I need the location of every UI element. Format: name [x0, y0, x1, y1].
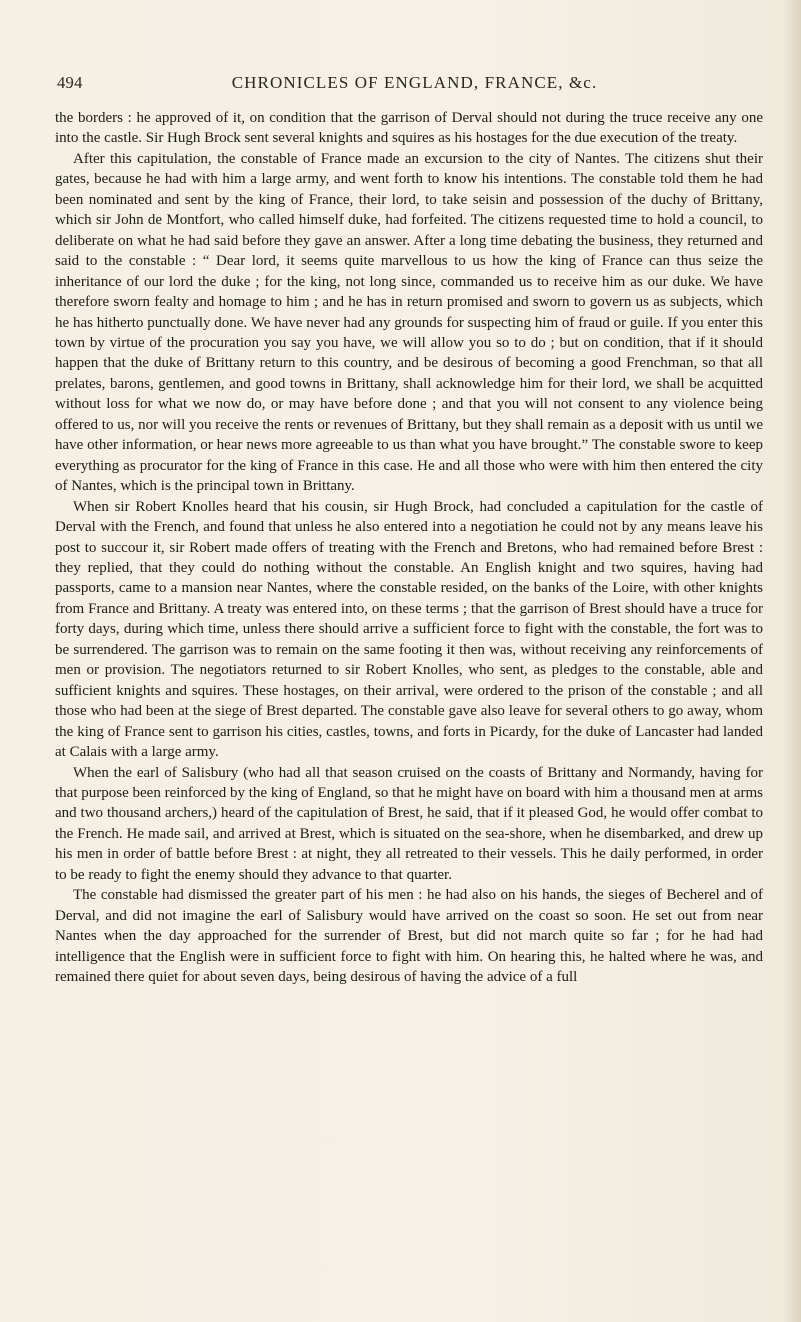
page-header — [0, 73, 801, 97]
paragraph-nantes: After this capitulation, the constable of France made an excursion to the city of Nantes. The citizens shut their gates, because he had with him a large army, and went forth to know his intentions. The constable told them he had been nominated and sent by the king of France, their lord, to take seisin and possession of the duchy of Brittany, which sir John de Montfort, who called himself duke, had forfeited. The citizens requested time to hold a council, to deliberate on what he had said before they gave an answer. After a long time debating the business, they returned and said to the constable : “ Dear lord, it seems quite marvellous to us how the king of France can thus seize the inheritance of our lord the duke ; for the king, not long since, commanded us to receive him as our duke. We have therefore sworn fealty and homage to him ; and he has in return promised and sworn to govern us as subjects, which he has hitherto punctually done. We have never had any grounds for suspecting him of fraud or guile. If you enter this town by virtue of the procuration you say you have, we will allow you so to do ; but on condition, that if it should happen that the duke of Brittany return to this country, and be desirous of becoming a good Frenchman, so that all prelates, barons, gentlemen, and good towns in Brittany, shall acknowledge him for their lord, we shall be acquitted without loss for what we now do, or may have before done ; and that you will not consent to any violence being offered to us, nor will you receive the rents or revenues of Brittany, but they shall remain as a deposit with us until we have other information, or hear news more agreeable to us than what you have brought.” The constable swore to keep everything as procurator for the king of France in this case. He and all those who were with him then entered the city of Nantes, which is the principal town in Brittany. — [55, 150, 763, 495]
paragraph-constable: The constable had dismissed the greater part of his men : he had also on his hands, the sieges of Becherel and of Derval, and did not imagine the earl of Salisbury would have arrived on the coast so soon. He set out from near Nantes when the day approached for the surrender of Brest, but did not march quite so far ; for he had had intelligence that the English were in sufficient force to fight with him. On hearing this, he halted where he was, and remained there quiet for about seven days, being desirous of having the advice of a full — [55, 887, 763, 986]
page-edge-shadow — [783, 0, 801, 1322]
page-number: 494 — [57, 73, 83, 92]
body-text — [55, 108, 763, 987]
paragraph-continued: the borders : he approved of it, on condition that the garrison of Derval should not during the truce receive any one into the castle. Sir Hugh Brock sent several knights and squires as his hostages for the due execution of the treaty. — [55, 110, 763, 147]
paragraph-salisbury: When the earl of Salisbury (who had all that season cruised on the coasts of Brittany and Normandy, having for that purpose been reinforced by the king of England, so that he might have on board with him a thousand men at arms and two thousand archers,) heard of the capitulation of Brest, he said, that if it pleased God, he would offer combat to the French. He made sail, and arrived at Brest, which is situated on the sea-shore, when he disembarked, and drew up his men in order of battle before Brest : at night, they all retreated to their vessels. This he daily performed, in order to be ready to fight the enemy should they advance to that quarter. — [55, 764, 763, 883]
running-head: CHRONICLES OF ENGLAND, FRANCE, &c. — [231, 73, 598, 92]
paragraph-knolles: When sir Robert Knolles heard that his cousin, sir Hugh Brock, had concluded a capitulation for the castle of Derval with the French, and found that unless he also entered into a negotiation he could not by any means leave his post to succour it, sir Robert made offers of treating with the French and Bretons, who had remained before Brest : they replied, that they could do nothing without the constable. An English knight and two squires, having had passports, came to a mansion near Nantes, where the constable resided, on the banks of the Loire, with other knights from France and Brittany. A treaty was entered into, on these terms ; that the garrison of Brest should have a truce for forty days, during which time, unless there should arrive a sufficient force to fight with the constable, the fort was to be surrendered. The garrison was to remain on the same footing it then was, without receiving any reinforcements of men or provision. The negotiators returned to sir Robert Knolles, who sent, as pledges to the constable, able and sufficient knights and squires. These hostages, on their arrival, were ordered to the prison of the constable ; and all those who had been at the siege of Brest departed. The constable gave also leave for several others to go away, whom the king of France sent to garrison his cities, castles, towns, and forts in Picardy, for the duke of Lancaster had landed at Calais with a large army. — [55, 498, 763, 761]
